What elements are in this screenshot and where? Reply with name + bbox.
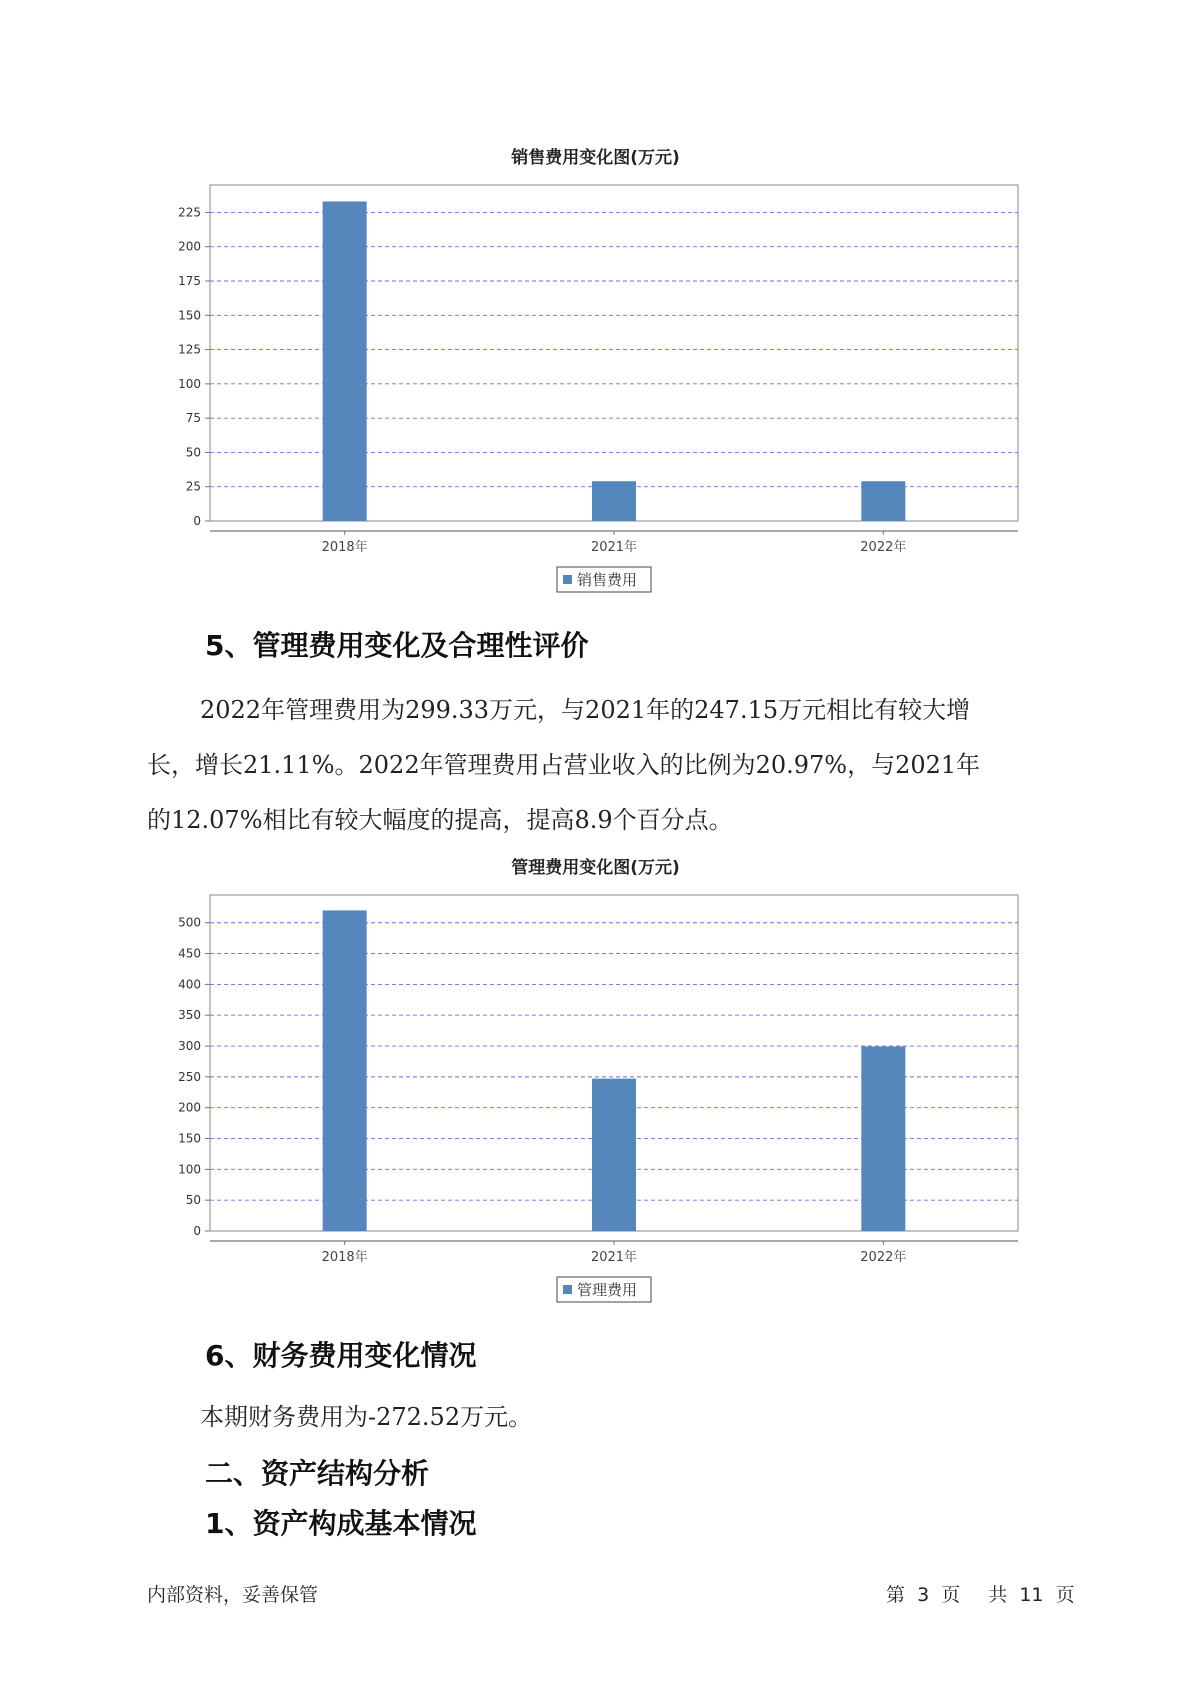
legend-swatch (563, 575, 572, 584)
y-tick-label: 175 (178, 274, 201, 288)
y-tick-label: 500 (178, 915, 201, 930)
y-tick-label: 0 (193, 1224, 201, 1238)
y-tick-label: 50 (185, 445, 201, 460)
bar (861, 481, 905, 521)
legend-label: 销售费用 (577, 571, 638, 589)
y-tick-label: 350 (178, 1008, 201, 1023)
section-two-heading: 二、资产结构分析 (205, 1457, 430, 1490)
bar (592, 1079, 636, 1231)
section5-line1: 2022年管理费用为299.33万元，与2021年的247.15万元相比有较大增 (200, 696, 971, 724)
section6-heading: 6、财务费用变化情况 (205, 1339, 477, 1372)
x-tick-label: 2018年 (321, 1250, 368, 1265)
section6-text: 本期财务费用为-272.52万元。 (200, 1403, 533, 1431)
y-tick-label: 250 (178, 1069, 201, 1084)
y-tick-label: 150 (178, 1131, 201, 1146)
y-tick-label: 100 (178, 1162, 201, 1177)
x-tick-label: 2018年 (321, 540, 368, 555)
page-prefix: 第 (886, 1584, 906, 1606)
total-prefix: 共 (988, 1584, 1008, 1606)
y-tick-label: 25 (185, 479, 201, 494)
y-tick-label: 100 (178, 376, 201, 391)
y-tick-label: 225 (178, 205, 201, 220)
section5-line3: 的12.07%相比有较大幅度的提高，提高8.9个百分点。 (147, 806, 733, 834)
section-two-sub1: 1、资产构成基本情况 (205, 1507, 477, 1540)
footer-page-number (886, 1580, 1075, 1607)
footer-confidential: 内部资料，妥善保管 (147, 1584, 319, 1606)
y-tick-label: 200 (178, 239, 201, 254)
bar (323, 910, 367, 1231)
y-tick-label: 0 (193, 514, 201, 528)
legend (557, 567, 651, 592)
sales-expense-chart (0, 165, 1191, 595)
bar (323, 201, 367, 521)
legend-label: 管理费用 (577, 1281, 638, 1299)
y-tick-label: 50 (185, 1193, 201, 1208)
section5-line2: 长，增长21.11%。2022年管理费用占营业收入的比例为20.97%，与2021年 (147, 751, 981, 779)
y-tick-label: 450 (178, 946, 201, 961)
y-tick-label: 400 (178, 977, 201, 992)
y-tick-label: 300 (178, 1039, 201, 1054)
x-tick-label: 2022年 (860, 540, 907, 555)
chart1-title: 销售费用变化图(万元) (511, 148, 680, 168)
legend-swatch (563, 1285, 572, 1294)
chart2-title: 管理费用变化图(万元) (511, 858, 680, 878)
y-tick-label: 200 (178, 1100, 201, 1115)
y-tick-label: 150 (178, 308, 201, 323)
page-current: 3 (917, 1584, 930, 1606)
x-tick-label: 2021年 (590, 1250, 638, 1265)
total-suffix: 页 (1055, 1584, 1075, 1606)
y-tick-label: 125 (178, 342, 201, 357)
page-suffix: 页 (941, 1584, 961, 1606)
x-tick-label: 2021年 (590, 540, 638, 555)
bar (592, 481, 636, 521)
y-tick-label: 75 (185, 411, 201, 426)
x-tick-label: 2022年 (860, 1250, 907, 1265)
bar (861, 1046, 905, 1231)
legend (557, 1277, 651, 1302)
section5-heading: 5、管理费用变化及合理性评价 (205, 629, 589, 662)
page-total: 11 (1019, 1584, 1044, 1606)
admin-expense-chart (0, 875, 1191, 1305)
